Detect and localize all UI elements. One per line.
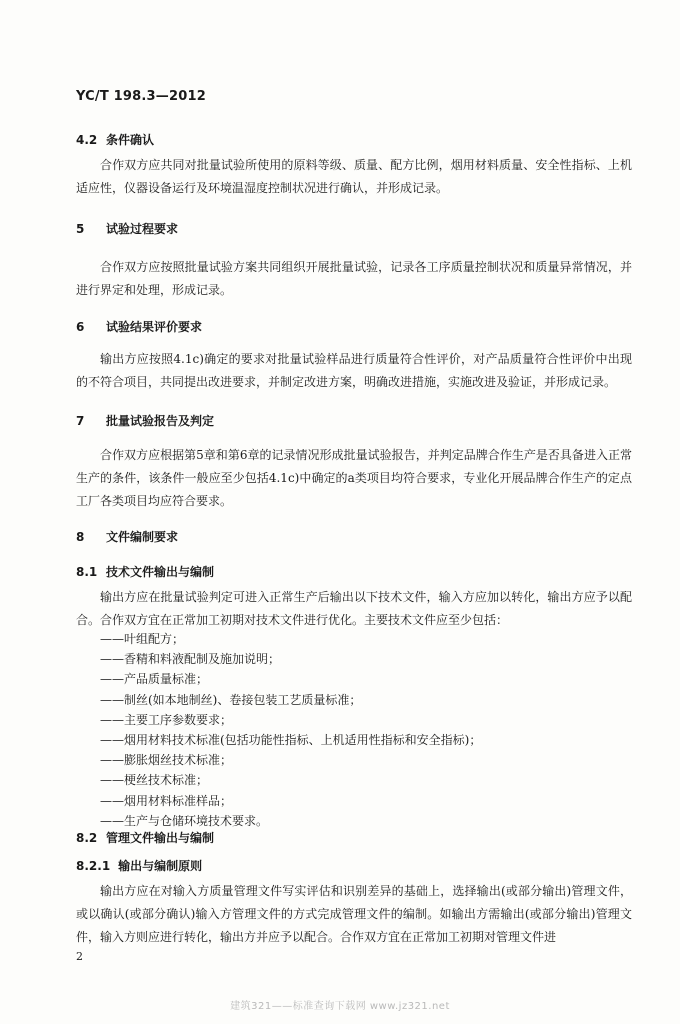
- section-heading-5: [76, 220, 178, 237]
- watermark: 建筑321——标准查询下载网 www.jz321.net: [230, 1001, 450, 1012]
- section-heading-4-2: [76, 131, 154, 148]
- section-title: 批量试验报告及判定: [106, 414, 215, 428]
- section-body-7: 合作双方应根据第5章和第6章的记录情况形成批量试验报告，并判定品牌合作生产是否具备进入正常生产的条件，该条件一般应至少包括4.1c)中确定的a类项目均符合要求，专业化开展品牌合作生产的定点工厂各类项目均应符合要求。: [76, 448, 632, 508]
- list-item: ——产品质量标准；: [100, 672, 209, 687]
- section-number: 8: [76, 530, 85, 544]
- section-heading-7: [76, 412, 214, 429]
- section-heading-8-1: [76, 563, 214, 580]
- section-title: 技术文件输出与编制: [106, 565, 215, 579]
- section-body-5: 合作双方应按照批量试验方案共同组织开展批量试验，记录各工序质量控制状况和质量异常情况，并进行界定和处理，形成记录。: [76, 260, 632, 297]
- list-item: ——膨胀烟丝技术标准；: [100, 753, 233, 768]
- section-heading-8: [76, 528, 178, 545]
- list-item: ——制丝(如本地制丝)、卷接包装工艺质量标准；: [100, 692, 362, 707]
- section-number: 8.2: [76, 831, 98, 845]
- technical-document-list: [100, 629, 481, 831]
- list-item: ——主要工序参数要求；: [100, 712, 233, 727]
- list-item: ——烟用材料标准样品；: [100, 793, 233, 808]
- list-item: ——叶组配方；: [100, 632, 185, 646]
- section-heading-6: [76, 318, 202, 335]
- section-body-6: 输出方应按照4.1c)确定的要求对批量试验样品进行质量符合性评价，对产品质量符合性评价中出现的不符合项目，共同提出改进要求，并制定改进方案，明确改进措施，实施改进及验证，并形成记录。: [76, 352, 632, 389]
- section-number: 7: [76, 414, 85, 428]
- page-number: 2: [76, 950, 83, 963]
- section-title: 文件编制要求: [106, 530, 179, 544]
- section-title: 条件确认: [106, 133, 155, 147]
- list-item: ——生产与仓储环境技术要求。: [100, 813, 269, 828]
- section-number: 8.2.1: [76, 859, 111, 873]
- section-number: 5: [76, 222, 85, 236]
- section-heading-8-2-1: [76, 857, 202, 874]
- section-number: 8.1: [76, 565, 98, 579]
- section-title: 试验过程要求: [106, 222, 179, 236]
- section-body-8-1: 输出方应在批量试验判定可进入正常生产后输出以下技术文件，输入方应加以转化，输出方应予以配合。合作双方宜在正常加工初期对技术文件进行优化。主要技术文件应至少包括：: [76, 590, 632, 627]
- section-title: 输出与编制原则: [118, 859, 203, 873]
- section-body-8-2-1: 输出方应在对输入方质量管理文件写实评估和识别差异的基础上，选择输出(或部分输出)管理文件，或以确认(或部分确认)输入方管理文件的方式完成管理文件的编制。如输出方需输出(或部分输出)管理文件，输入方则应进行转化，输出方并应予以配合。合作双方宜在正常加工初期对管理文件进: [76, 884, 632, 944]
- section-heading-8-2: [76, 829, 214, 846]
- section-body-4-2: 合作双方应共同对批量试验所使用的原料等级、质量、配方比例，烟用材料质量、安全性指标、上机适应性，仪器设备运行及环境温湿度控制状况进行确认，并形成记录。: [76, 158, 632, 195]
- list-item: ——烟用材料技术标准(包括功能性指标、上机适用性指标和安全指标)；: [100, 733, 482, 748]
- section-number: 6: [76, 320, 85, 334]
- list-item: ——香精和料液配制及施加说明；: [100, 652, 281, 667]
- section-title: 试验结果评价要求: [106, 320, 203, 334]
- standard-code: YC/T 198.3—2012: [76, 89, 206, 104]
- list-item: ——梗丝技术标准；: [100, 773, 209, 788]
- section-number: 4.2: [76, 133, 98, 147]
- section-title: 管理文件输出与编制: [106, 831, 215, 845]
